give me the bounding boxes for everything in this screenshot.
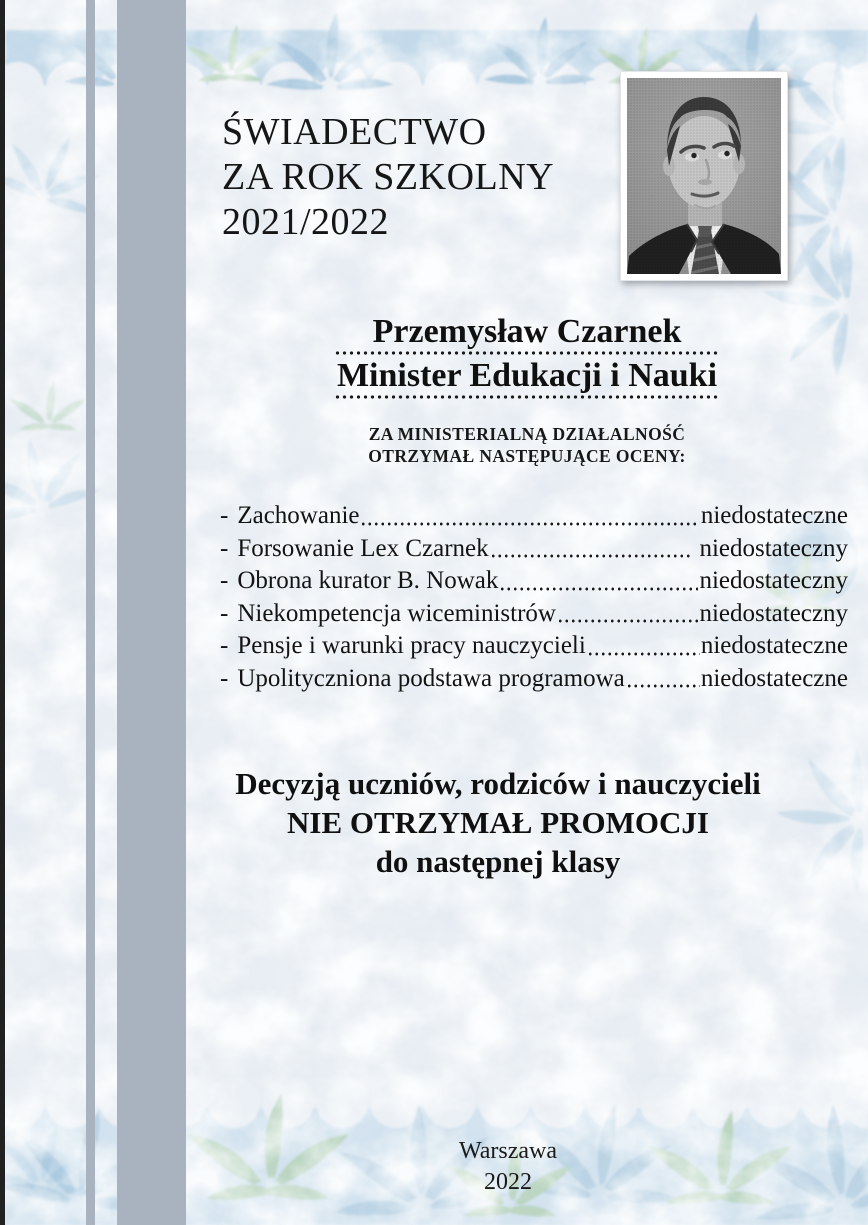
grade-row (220, 533, 848, 566)
grade-value: niedostateczne (700, 632, 848, 659)
certificate-title (222, 110, 554, 245)
dot-leader (490, 548, 692, 559)
grade-row (220, 565, 848, 598)
title-line: ZA ROK SZKOLNY (222, 156, 555, 198)
bullet-dash: - (220, 534, 229, 562)
grade-value: niedostateczne (700, 502, 848, 529)
bullet-dash: - (220, 599, 229, 627)
dot-leader (499, 581, 698, 592)
recipient-role: Minister Edukacji i Nauki (336, 357, 718, 394)
grade-row (220, 630, 848, 663)
grade-subject: Forsowanie Lex Czarnek (237, 534, 489, 562)
bullet-dash: - (220, 664, 229, 692)
left-edge-strip (0, 0, 5, 1225)
recipient-block (186, 312, 868, 400)
grade-value: niedostateczny (699, 599, 848, 627)
grade-subject: Upolityczniona podstawa programowa (237, 664, 625, 692)
decision-line: do następnej klasy (375, 844, 621, 879)
issue-place-date (186, 1136, 830, 1198)
decision-line: NIE OTRZYMAŁ PROMOCJI (287, 805, 709, 840)
issue-year: 2022 (484, 1169, 532, 1195)
grade-subject: Zachowanie (237, 502, 360, 529)
decision-line: Decyzją uczniów, rodziców i nauczycieli (235, 766, 761, 801)
bullet-dash: - (220, 567, 229, 594)
binding-stripe-thin (86, 0, 95, 1225)
dot-leader (557, 613, 698, 624)
grade-value: niedostateczny (699, 534, 848, 562)
intro-line: OTRZYMAŁ NASTĘPUJĄCE OCENY: (368, 446, 686, 466)
intro-line: ZA MINISTERIALNĄ DZIAŁALNOŚĆ (368, 424, 686, 444)
dot-leader (587, 646, 700, 657)
grade-value: niedostateczny (699, 567, 848, 594)
grades-list (220, 500, 848, 695)
grade-row (220, 500, 848, 533)
portrait-photo (620, 71, 788, 281)
grade-row (220, 598, 848, 631)
grade-subject: Obrona kurator B. Nowak (237, 567, 499, 594)
title-line: 2021/2022 (222, 201, 390, 243)
grade-row (220, 663, 848, 696)
binding-stripe-wide (117, 0, 186, 1225)
dot-leader (626, 678, 700, 689)
decision-text (186, 764, 810, 881)
bullet-dash: - (220, 502, 229, 529)
issue-place: Warszawa (458, 1138, 557, 1164)
recipient-name: Przemysław Czarnek (372, 313, 682, 350)
grade-subject: Pensje i warunki pracy nauczycieli (237, 632, 586, 659)
bullet-dash: - (220, 632, 229, 659)
title-line: ŚWIADECTWO (222, 111, 487, 153)
intro-text (186, 423, 868, 467)
grade-value: niedostateczne (700, 664, 848, 692)
dot-leader (360, 516, 699, 527)
grade-subject: Niekompetencja wiceministrów (237, 599, 556, 627)
